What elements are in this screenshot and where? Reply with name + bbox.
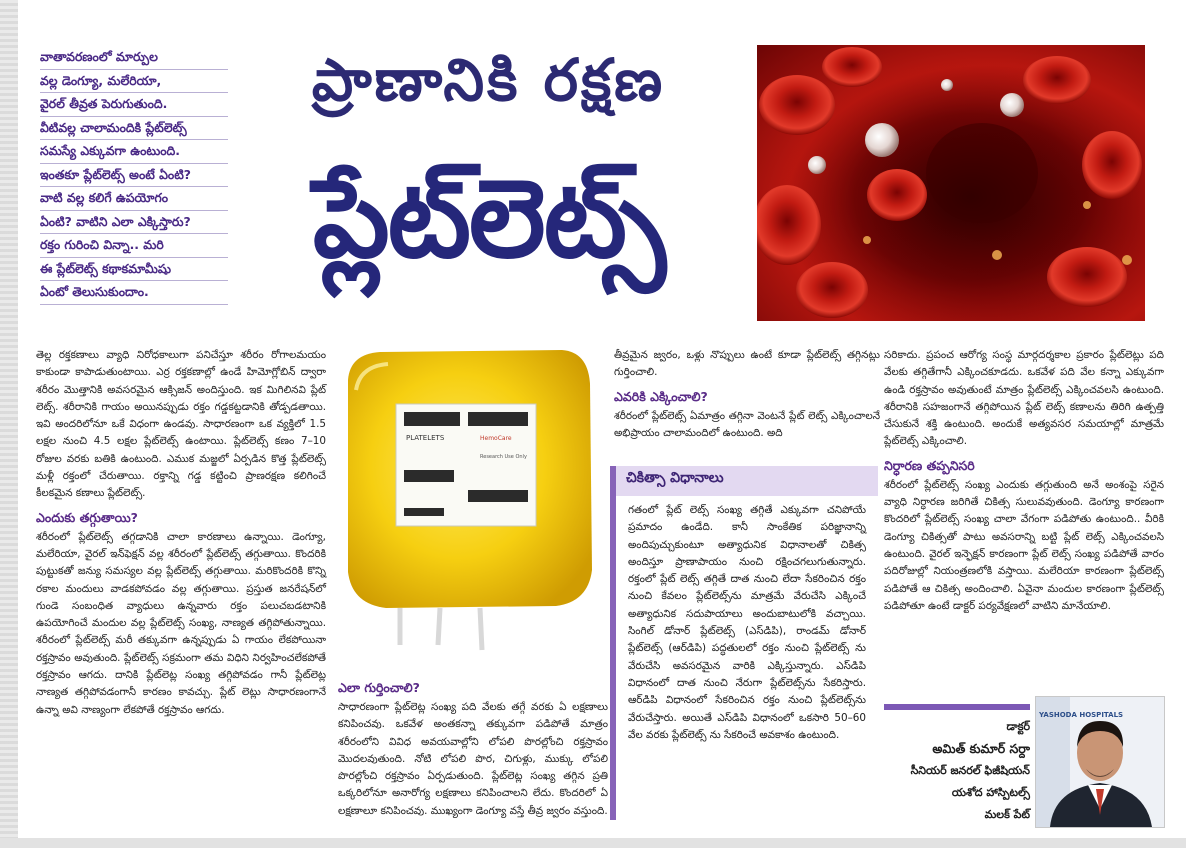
platelet-bag-illustration [330, 340, 602, 652]
continued-paragraph: సరికాదు. ప్రపంచ ఆరోగ్య సంస్థ మార్గదర్శకాల ప్రకారం ప్లేట్‌లెట్లు పది వేలకు తగ్గితేగానీ ఎక్కించకూడదు. ఒకవేళ పది వేల కన్నా ఎక్కువగా ఉండి రక్తస్రావం అవుతుంటే మాత్రం ప్లేట్‌లెట్స్ ఎక్కించవలసి ఉంటుంది. శరీరానికి సహజంగానే తగ్గిపోయిన ప్లేట్ లెట్స్ కణాలను తిరిగి ఉత్పత్తి చేసుకునే శక్తి ఉంటుంది. అందుకే అత్యవసర సమయాల్లో మాత్రమే ప్లేట్‌లెట్స్ ఎక్కించాలి. [884, 349, 1164, 448]
intro-line: వైరల్ తీవ్రత పెరుగుతుంది. [40, 93, 228, 117]
headline [236, 38, 741, 318]
bag-label-title: PLATELETS [406, 434, 445, 442]
blood-cells-illustration [757, 45, 1145, 321]
intro-line: ఏంటో తెలుసుకుందాం. [40, 281, 228, 305]
article-column-4 [884, 347, 1164, 615]
intro-line: రక్తం గురించి విన్నా.. మరి [40, 234, 228, 258]
who-needs-heading: ఎవరికి ఎక్కించాలి? [614, 388, 708, 404]
doctor-portrait-illustration [1036, 697, 1164, 827]
doctor-byline [884, 696, 1184, 836]
intro-line: వాటి వల్ల కలిగే ఉపయోగం [40, 187, 228, 211]
headline-line-1: ప్రాణానికి రక్షణ [311, 46, 666, 114]
doctor-hospital: యశోద హాస్పిటల్స్ [951, 786, 1030, 799]
diagnosis-paragraph: శరీరంలో ప్లేట్‌లెట్స్ సంఖ్య ఎందుకు తగ్గుతుంది అనే అంశంపై సరైన వ్యాధి నిర్ధారణ జరిగితే చికిత్స సులువవుతుంది. డెంగ్యూ కారణంగా కొందరిలో ప్లేట్‌లెట్స్ సంఖ్య చాలా వేగంగా పడిపోతు ఉంటుంది.. వీరికి డెంగ్యూ చికిత్సతో పాటు అవసరాన్ని బట్టి ప్లేట్ లెట్స్ ఎక్కించవలసి ఉంటుంది. వైరల్ ఇన్ఫెక్షన్ కారణంగా ప్లేట్ లెట్స్ సంఖ్య పడిపోతే వారం పదిరోజుల్లో నియంత్రణలోకి వస్తాయి. మలేరియా కారణంగా ప్లేట్‌లెట్స్ పడిపోతే ఆ చికిత్స అందించాలి. ఏవైనా మందుల కారణంగా ప్లేట్‌లెట్స్ పడిపోతూ ఉంటే డాక్టర్ పర్యవేక్షణలో వాటిని మానేయాలి. [884, 478, 1164, 612]
doctor-location: మలక్ పేట్ [984, 808, 1030, 821]
blood-cells-photo [757, 45, 1145, 321]
how-identify-paragraph: సాధారణంగా ప్లేట్‌లెట్ల సంఖ్య పది వేలకు తగ్గే వరకు ఏ లక్షణాలు కనిపించవు. ఒకవేళ అంతకన్నా తక్కువగా పడిపోతే మాత్రం శరీరంలోని వివిధ అవయవాల్లోని లోపలి పొరల్లోంచి రక్తస్రావం మొదలవుతుంది. నోటి లోపలి పొర, చిగుళ్లు, ముక్కు లోపలి పొరల్లోంచి రక్తస్రావం ఏర్పడుతుంది. ప్లేట్‌లెట్ల సంఖ్య తగ్గిన ప్రతి ఒక్కరిలోనూ అనారోగ్య లక్షణాలు కనిపించాలని లేదు. కొందరిలో ఏ లక్షణాలూ కనిపించవు. ముఖ్యంగా డెంగ్యూ వస్తే తీవ్ర జ్వరం వస్తుంది. [338, 701, 608, 817]
intro-line: సమస్యే ఎక్కువగా ఉంటుంది. [40, 140, 228, 164]
headline-line-2: ప్లేట్‌లెట్స్ [312, 157, 665, 282]
treatment-box [610, 466, 878, 820]
article-column-1 [36, 347, 326, 719]
byline-accent-bar [884, 704, 1030, 710]
doctor-name: అమిత్ కుమార్ సర్దా [932, 741, 1030, 756]
doctor-role: సీనియర్ జనరల్ ఫిజీషియన్ [910, 764, 1030, 777]
intro-line: వల్ల డెంగ్యూ, మలేరియా, [40, 70, 228, 94]
intro-line: ఏంటి? వాటిని ఎలా ఎక్కిస్తారు? [40, 211, 228, 235]
portrait-backdrop-text: YASHODA HOSPITALS [1039, 711, 1124, 719]
why-decrease-heading: ఎందుకు తగ్గుతాయి? [36, 509, 138, 525]
intro-line: వాతావరణంలో మార్పుల [40, 46, 228, 70]
intro-line: ఇంతకూ ప్లేట్‌లెట్స్ అంటే ఏంటి? [40, 164, 228, 188]
page-edge-strip [0, 0, 18, 848]
intro-teaser [40, 46, 228, 305]
article-column-3 [614, 347, 880, 442]
doctor-portrait [1035, 696, 1165, 828]
intro-line: ఈ ప్లేట్‌లెట్స్ కథాకమామీషు [40, 258, 228, 282]
how-identify-heading: ఎలా గుర్తించాలి? [338, 680, 420, 695]
bag-label-brand: HemoCare [480, 435, 512, 442]
who-needs-paragraph: శరీరంలో ప్లేట్‌లెట్స్ ఏమాత్రం తగ్గినా వెంటనే ప్లేట్ లెట్స్ ఎక్కించాలనే అభిప్రాయం చాలామందిలో ఉంటుంది. అది [614, 409, 880, 439]
page-bottom-strip [0, 838, 1186, 848]
article-column-2 [338, 673, 608, 820]
why-decrease-paragraph: శరీరంలో ప్లేట్‌లెట్స్ తగ్గడానికి చాలా కారణాలు ఉన్నాయి. డెంగ్యూ, మలేరియా, వైరల్ ఇన్‌ఫెక్షన్ వల్ల శరీరంలో ప్లేట్‌లెట్స్ తగ్గుతాయి. కొందరికి పుట్టుకతో జన్యు సమస్యల వల్ల ప్లేట్‌లెట్స్ తగ్గుతాయి. మరికొందరికి కొన్ని రకాల మందులు వాడకపోవడం వల్ల తగ్గుతాయి. ప్రస్తుత జనరేషన్‌లో గుండె సంబంధిత వ్యాధులు ఉన్నవారు రక్తం పలుచబడటానికి ఉపయోగించే మందుల వల్ల ప్లేట్‌లెట్స్ సంఖ్య, నాణ్యత తగ్గిపోతున్నాయి. శరీరంలో ప్లేట్‌లెట్స్ మరీ తక్కువగా ఉన్నప్పుడు ఏ గాయం లేకపోయినా రక్తస్రావం అవుతుంది. ప్లేట్‌లెట్స్ సక్రమంగా తమ విధిని నిర్వహించలేకపోతే రక్తస్రావం ఆగదు. దానికి ప్లేట్‌లెట్ల సంఖ్య తగ్గిపోవడం గానీ ప్లేట్‌లెట్ల నాణ్యత తగ్గిపోవడంగానీ కారణం కావచ్చు. ప్లేట్ లెట్లు సాధారణంగానే ఉన్నా అవి నాణ్యంగా లేకపోతే రక్తస్రావం ఆగదు. [36, 530, 326, 716]
diagnosis-heading: నిర్ధారణ తప్పనిసరి [884, 457, 975, 473]
continued-paragraph: తీవ్రమైన జ్వరం, ఒళ్లు నొప్పులు ఉంటే కూడా ప్లేట్‌లెట్స్ తగ్గినట్లు గుర్తించాలి. [614, 349, 880, 379]
intro-paragraph: తెల్ల రక్తకణాలు వ్యాధి నిరోధకాలుగా పనిచేస్తూ శరీరం రోగాలమయం కాకుండా కాపాడుతుంటాయి. ఎర్ర రక్తకణాల్లో ఉండే హిమోగ్లోబిన్ ద్వారా శరీరం మొత్తానికి అవసరమైన ఆక్సిజన్ అందిస్తుంది. ఇక మిగిలినవి ప్లేట్ లెట్స్. శరీరానికి గాయం అయినప్పుడు రక్తం గడ్డకట్టడానికి తోడ్పడతాయి. ఇవి అందరిలోనూ ఒకే విధంగా ఉండవు. సాధారణంగా ఒక వ్యక్తిలో 1.5 లక్షల నుంచి 4.5 లక్షల ప్లేట్‌లెట్స్ ఉంటాయి. ప్లేట్‌లెట్స్ కణం 7–10 రోజుల వరకు బతికి ఉంటుంది. ఎముక మజ్జలో ఏర్పడిన కొత్త ప్లేట్‌లెట్స్ మళ్లీ రక్తంలో చేరుతాయి. రక్తాన్ని గడ్డ కట్టించి ప్రాణరక్షణ కలిగించే కీలకమైన కణాలు ప్లేట్‌లెట్స్. [36, 349, 326, 500]
treatment-heading: చికిత్సా విధానాలు [616, 466, 878, 496]
doctor-title: డాక్టర్ [1006, 720, 1030, 733]
treatment-paragraph: గతంలో ప్లేట్ లెట్స్ సంఖ్య తగ్గితే ఎక్కువగా చనిపోయే ప్రమాదం ఉండేది. కానీ సాంకేతిక పరిజ్ఞానాన్ని అందిపుచ్చుకుంటూ అత్యాధునిక విధానాలతో చికిత్స అందిస్తూ ప్రాణాపాయం నుంచి రక్షించగలుగుతున్నారు. రక్తంలో ప్లేట్ లెట్స్ తగ్గితే దాత నుంచి లేదా సేకరించిన రక్తం నుంచి కేవలం ప్లేట్‌లెట్స్‌ను మాత్రమే వేరుచేసి ఎక్కించే అత్యాధునిక సదుపాయాలు అందుబాటులోకి వచ్చాయి. సింగిల్ డోనార్ ప్లేట్‌లెట్స్ (ఎస్‌డిపి), రాండమ్ డోనార్ ప్లేట్‌లెట్స్ (ఆర్‌డిపి) పద్ధతులలో రక్తం నుంచి ప్లేట్‌లెట్స్ ను వేరుచేసి అవసరమైన వారికి ఎక్కిస్తున్నారు. ఎస్‌డిపి విధానంలో దాత నుంచి నేరుగా ప్లేట్‌లెట్స్‌ను సేకరిస్తారు. ఆర్‌డిపి విధానంలో సేకరించిన రక్తం నుంచి ప్లేట్‌లెట్స్‌ను వేరుచేస్తారు. అయితే ఎస్‌డిపి విధానంలో ఒకసారి 50–60 వేల వరకు ప్లేట్‌లెట్స్ ను సేకరించే అవకాశం ఉంటుంది. [628, 504, 866, 741]
doctor-details [884, 716, 1030, 826]
platelet-bag-photo [330, 340, 602, 652]
intro-line: వీటివల్ల చాలామందికి ప్లేట్‌లెట్స్ [40, 117, 228, 141]
bag-label-note: Research Use Only [480, 454, 527, 460]
